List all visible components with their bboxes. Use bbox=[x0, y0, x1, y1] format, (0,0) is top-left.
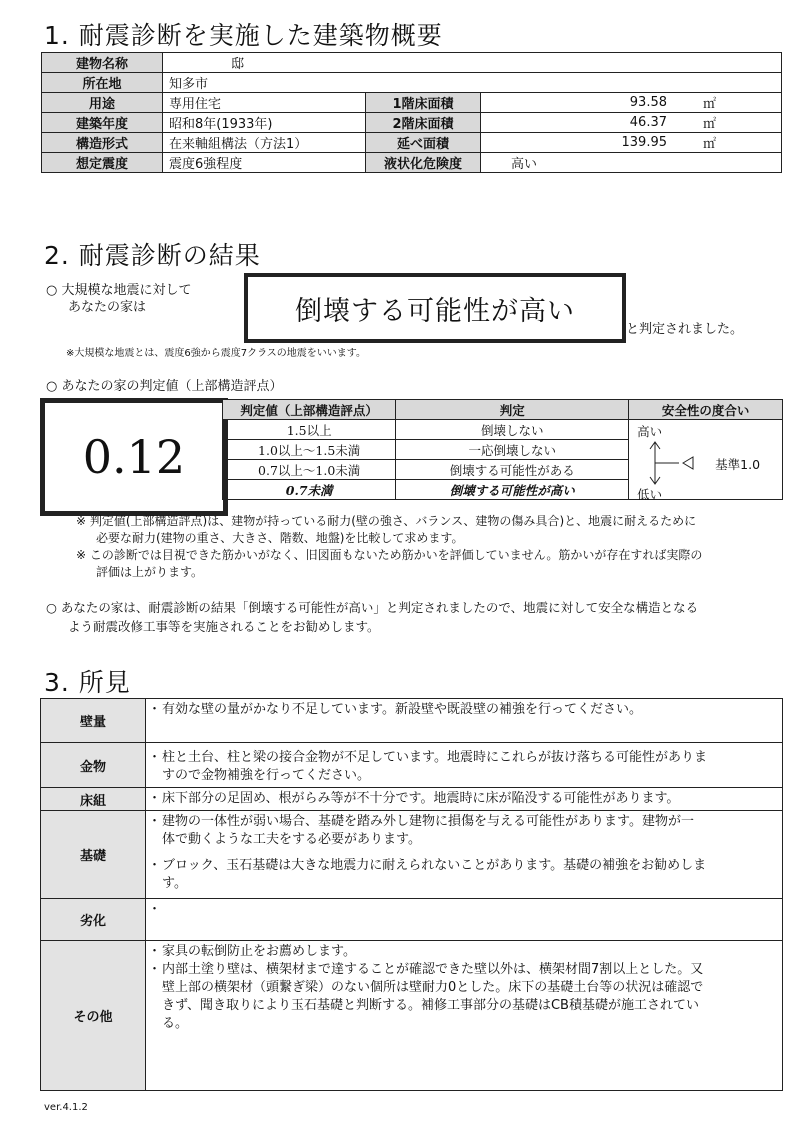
list-item-cont: る。 bbox=[162, 1016, 189, 1031]
list-item: ・ 建物の一体性が弱い場合、基礎を踏み外し建物に損傷を与える可能性があります。建物が一 bbox=[162, 813, 776, 831]
list-item: ・ ブロック、玉石基礎は大きな地震力に耐えられないことがあります。基礎の補強をお勧めしま bbox=[162, 857, 776, 875]
version-label: ver.4.1.2 bbox=[44, 1102, 88, 1113]
findings-table bbox=[40, 698, 783, 1091]
section1-title: 1. 耐震診断を実施した建築物概要 bbox=[44, 21, 443, 50]
score-range-2: 1.0以上～1.5未満 bbox=[223, 440, 396, 460]
score-range-4: 0.7未満 bbox=[223, 480, 396, 500]
build-year-label: 建築年度 bbox=[42, 113, 163, 133]
floor2-area-value: 46.37 bbox=[481, 113, 698, 133]
total-area-label: 延べ面積 bbox=[366, 133, 481, 153]
total-area-value: 139.95 bbox=[481, 133, 698, 153]
safety-low-label: 低い bbox=[637, 487, 663, 502]
findings-category-other: その他 bbox=[41, 941, 146, 1091]
structure-label: 構造形式 bbox=[42, 133, 163, 153]
list-item-cont: 壁上部の横架材（頭繋ぎ梁）のない個所は壁耐力0とした。床下の基礎土台等の状況は確認で bbox=[162, 980, 704, 995]
score-note-1a: ※ 判定値(上部構造評点)は、建物が持っている耐力(壁の強さ、バランス、建物の傷み具合)と、地震に耐えるために bbox=[76, 514, 697, 528]
judge-4: 倒壊する可能性が高い bbox=[396, 480, 629, 500]
use-label: 用途 bbox=[42, 93, 163, 113]
score-box bbox=[40, 398, 228, 516]
score-range-3: 0.7以上～1.0未満 bbox=[223, 460, 396, 480]
recommendation-line1: ○ あなたの家は、耐震診断の結果「倒壊する可能性が高い」と判定されましたので、地震に対して安全な構造となる bbox=[46, 600, 699, 615]
floor1-area-unit: ㎡ bbox=[697, 93, 782, 113]
question2-heading: ○ あなたの家の判定値（上部構造評点） bbox=[46, 379, 283, 394]
list-item-cont: す。 bbox=[162, 876, 187, 891]
question1-line1: ○ 大規模な地震に対して bbox=[46, 283, 192, 298]
judgment-col-judge: 判定 bbox=[396, 400, 629, 420]
findings-category-walls: 壁量 bbox=[41, 699, 146, 743]
list-item: ・ 柱と土台、柱と梁の接合金物が不足しています。地震時にこれらが抜け落ちる可能性がありま bbox=[162, 745, 776, 767]
safety-scale bbox=[629, 420, 783, 500]
score-value: 0.12 bbox=[82, 430, 186, 484]
judge-1: 倒壊しない bbox=[396, 420, 629, 440]
findings-category-deterioration: 劣化 bbox=[41, 899, 146, 941]
list-item-cont: 体で動くような工夫をする必要があります。 bbox=[162, 832, 421, 847]
list-item-cont: きず、聞き取りにより玉石基礎と判断する。補修工事部分の基礎はCB積基礎が施工されてい bbox=[162, 998, 699, 1013]
result-text: 倒壊する可能性が高い bbox=[295, 295, 575, 327]
findings-text-hardware bbox=[146, 743, 783, 788]
address-value: 知多市 bbox=[163, 73, 782, 93]
floor1-area-label: 1階床面積 bbox=[366, 93, 481, 113]
safety-high-label: 高い bbox=[637, 424, 663, 439]
baseline-label: 基準1.0 bbox=[715, 457, 761, 472]
section2-title: 2. 耐震診断の結果 bbox=[44, 241, 261, 270]
findings-text-deterioration bbox=[146, 899, 783, 941]
recommendation-line2: よう耐震改修工事等を実施されることをお勧めします。 bbox=[68, 619, 380, 634]
findings-category-foundation: 基礎 bbox=[41, 811, 146, 899]
use-value: 専用住宅 bbox=[163, 93, 366, 113]
score-range-1: 1.5以上 bbox=[223, 420, 396, 440]
judge-3: 倒壊する可能性がある bbox=[396, 460, 629, 480]
findings-text-floor bbox=[146, 788, 783, 811]
total-area-unit: ㎡ bbox=[697, 133, 782, 153]
findings-category-hardware: 金物 bbox=[41, 743, 146, 788]
list-item: ・ 内部土塗り壁は、横架材まで達することが確認できた壁以外は、横架材間7割以上とした。又 bbox=[162, 961, 776, 979]
score-note-2b: 評価は上がります。 bbox=[96, 565, 204, 579]
findings-text-foundation bbox=[146, 811, 783, 899]
earthquake-note: ※大規模な地震とは、震度6強から震度7クラスの地震をいいます。 bbox=[66, 348, 367, 359]
judgment-col-score: 判定値（上部構造評点） bbox=[223, 400, 396, 420]
seismic-intensity-label: 想定震度 bbox=[42, 153, 163, 173]
findings-text-other bbox=[146, 941, 783, 1091]
building-name-value: 邸 bbox=[163, 53, 782, 73]
seismic-intensity-value: 震度6強程度 bbox=[163, 153, 366, 173]
score-note-1b: 必要な耐力(建物の重さ、大きさ、階数、地盤)を比較して求めます。 bbox=[96, 531, 464, 545]
building-name-label: 建物名称 bbox=[42, 53, 163, 73]
list-item-cont: すので金物補強を行ってください。 bbox=[162, 768, 371, 783]
floor2-area-unit: ㎡ bbox=[697, 113, 782, 133]
question1-line2: あなたの家は bbox=[68, 300, 147, 315]
result-box bbox=[244, 273, 626, 343]
floor1-area-value: 93.58 bbox=[481, 93, 698, 113]
list-item: ・ 家具の転倒防止をお薦めします。 bbox=[162, 943, 776, 961]
building-overview-table bbox=[41, 52, 782, 173]
list-item: ・ 床下部分の足固め、根がらみ等が不十分です。地震時に床が陥没する可能性があります。 bbox=[162, 790, 776, 808]
judgment-col-safety: 安全性の度合い bbox=[629, 400, 783, 420]
findings-category-floor: 床組 bbox=[41, 788, 146, 811]
section3-title: 3. 所見 bbox=[44, 668, 131, 697]
result-suffix: と判定されました。 bbox=[626, 322, 744, 337]
list-item: ・ 有効な壁の量がかなり不足しています。新設壁や既設壁の補強を行ってください。 bbox=[162, 701, 776, 719]
liquefaction-label: 液状化危険度 bbox=[366, 153, 481, 173]
address-label: 所在地 bbox=[42, 73, 163, 93]
judgment-table bbox=[222, 399, 783, 500]
findings-text-walls bbox=[146, 699, 783, 743]
structure-value: 在来軸組構法（方法1） bbox=[163, 133, 366, 153]
score-note-2a: ※ この診断では目視できた筋かいがなく、旧図面もないため筋かいを評価していません。筋かいが存在すれば実際の bbox=[76, 548, 703, 562]
liquefaction-value: 高い bbox=[481, 153, 782, 173]
floor2-area-label: 2階床面積 bbox=[366, 113, 481, 133]
judge-2: 一応倒壊しない bbox=[396, 440, 629, 460]
build-year-value: 昭和8年(1933年) bbox=[163, 113, 366, 133]
